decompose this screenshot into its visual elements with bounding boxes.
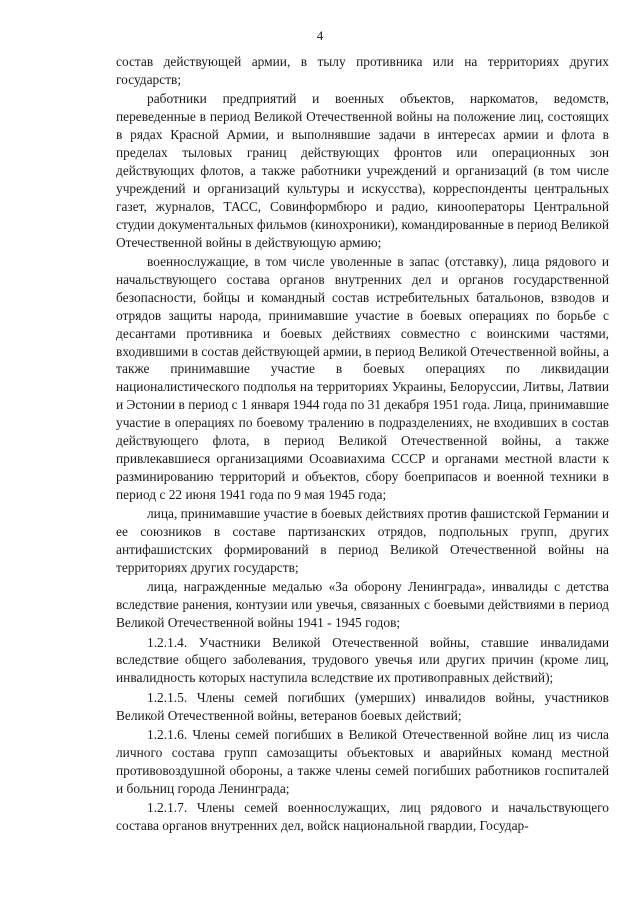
paragraph-workers: работники предприятий и военных объектов, наркоматов, ведомств, переведенные в период Великой Отечественной войны на положение лиц, состоящих в рядах Красной Армии, и выполнявшие задачи в интересах армии и флота в пределах тыловых границ действующих фронтов или операционных зон действующих флотов, а также работники учреждений и организаций (в том числе учреждений и организаций культуры и искусства), корреспонденты центральных газет, журналов, ТАСС, Совинформбюро и радио, кинооператоры Центральной студии документальных фильмов (кинохроники), командированные в период Великой Отечественной войны в действующую армию;	[116, 91, 609, 250]
clause-1-2-1-5: 1.2.1.5. Члены семей погибших (умерших) инвалидов войны, участников Великой Отечественной войны, ветеранов боевых действий;	[116, 689, 609, 723]
clause-1-2-1-7: 1.2.1.7. Члены семей военнослужащих, лиц рядового и начальствующего состава органов внутренних дел, войск национальной гвардии, Государ-	[116, 800, 609, 834]
paragraph-leningrad-medal: лица, награжденные медалью «За оборону Ленинграда», инвалиды с детства вследствие ранения, контузии или увечья, связанных с боевыми действиями в период Великой Отечественной войны 1941 - 1945 годов;	[116, 579, 609, 631]
paragraph-continuation: состав действующей армии, в тылу противника или на территориях других государств;	[116, 54, 609, 87]
paragraph-servicemen: военнослужащие, в том числе уволенные в запас (отставку), лица рядового и начальствующего состава органов внутренних дел и органов государственной безопасности, бойцы и командный состав истребительных батальонов, взводов и отрядов защиты народа, принимавшие участие в боевых операциях по борьбе с десантами противника и боевых действиях совместно с воинскими частями, входившими в состав действующей армии, в период Великой Отечественной войны, а также принимавшие участие в боевых операциях по ликвидации националистического подполья на территориях Украины, Белоруссии, Литвы, Латвии и Эстонии в период с 1 января 1944 года по 31 декабря 1951 года. Лица, принимавшие участие в операциях по боевому тралению в подразделениях, не входивших в состав действующего флота, в период Великой Отечественной войны, а также привлекавшиеся организациями Осоавиахима СССР и органами местной власти к разминированию территорий и объектов, сбору боеприпасов и военной техники в период с 22 июня 1941 года по 9 мая 1945 года;	[116, 253, 609, 502]
clause-1-2-1-6: 1.2.1.6. Члены семей погибших в Великой Отечественной войне лиц из числа личного состава групп самозащиты объектовых и аварийных команд местной противовоздушной обороны, а также члены семей погибших работников госпиталей и больниц города Ленинграда;	[116, 727, 609, 796]
page-number: 4	[316, 28, 324, 43]
clause-1-2-1-4: 1.2.1.4. Участники Великой Отечественной войны, ставшие инвалидами вследствие общего заболевания, трудового увечья или других причин (кроме лиц, инвалидность которых наступила вследствие их противоправных действий);	[116, 634, 609, 686]
document-body	[116, 53, 609, 836]
paragraph-partisans: лица, принимавшие участие в боевых действиях против фашистской Германии и ее союзников в составе партизанских отрядов, подпольных групп, других антифашистских формирований в период Великой Отечественной войны на территориях других государств;	[116, 506, 609, 575]
